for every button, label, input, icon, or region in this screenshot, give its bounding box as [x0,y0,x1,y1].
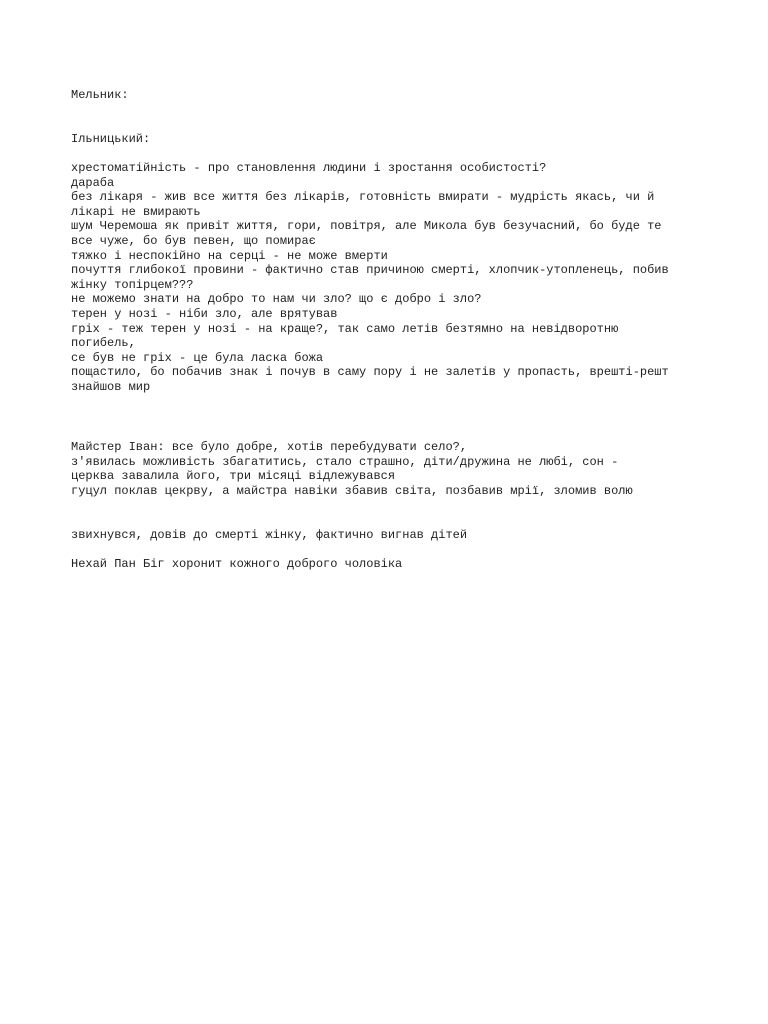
text-line: терен у нозі - ніби зло, але врятував [71,307,338,321]
text-line: пощастило, бо побачив знак і почув в саму пору і не залетів у пропасть, врешті-решт [71,365,669,380]
text-line: тяжко і неспокійно на серці - не може вмерти [71,248,388,263]
text-line: гуцул поклав цекрву, а майстра навіки збавив світа, позбавив мрії, зломив волю [71,483,633,498]
text-line: се був не гріх - це була ласка божа [71,350,324,365]
text-line: не можемо знати на добро то нам чи зло? що є добро і зло? [71,292,482,307]
text-line: погибель, [71,336,136,351]
text-line: з'явилась можливість збагатитись, стало страшно, діти/дружина не любі, сон - [71,454,619,469]
text-line: жінку топірцем??? [71,277,194,292]
text-line: церква завалила його, три місяці відлежувався [71,469,396,484]
text-line: знайшов мир [71,380,151,394]
text-line: без лікаря - жив все життя без лікарів, готовність вмирати - мудрість якась, чи й [71,190,655,205]
text-line: Майстер Іван: все було добре, хотів перебудувати село?, [71,440,468,454]
text-line: звихнувся, довів до смерті жінку, фактично вигнав дітей [71,528,468,542]
heading-melnyk: Мельник: [71,88,129,102]
text-line: все чуже, бо був певен, що помирає [71,234,316,248]
heading-ilnytskyi: Ільницький: [71,132,151,146]
text-line: дараба [71,175,115,190]
text-line: гріх - теж терен у нозі - на краще?, так само летів безтямно на невідворотню [71,321,619,336]
text-line: хрестоматійність - про становлення людини і зростання особистості? [71,161,547,175]
text-line: шум Черемоша як привіт життя, гори, повітря, але Микола був безучасний, бо буде те [71,219,662,234]
text-line: Нехай Пан Біг хоронит кожного доброго чоловіка [71,557,403,571]
text-line: лікарі не вмирають [71,204,201,219]
text-line: почуття глибокої провини - фактично став причиною смерті, хлопчик-утопленець, побив [71,263,669,278]
